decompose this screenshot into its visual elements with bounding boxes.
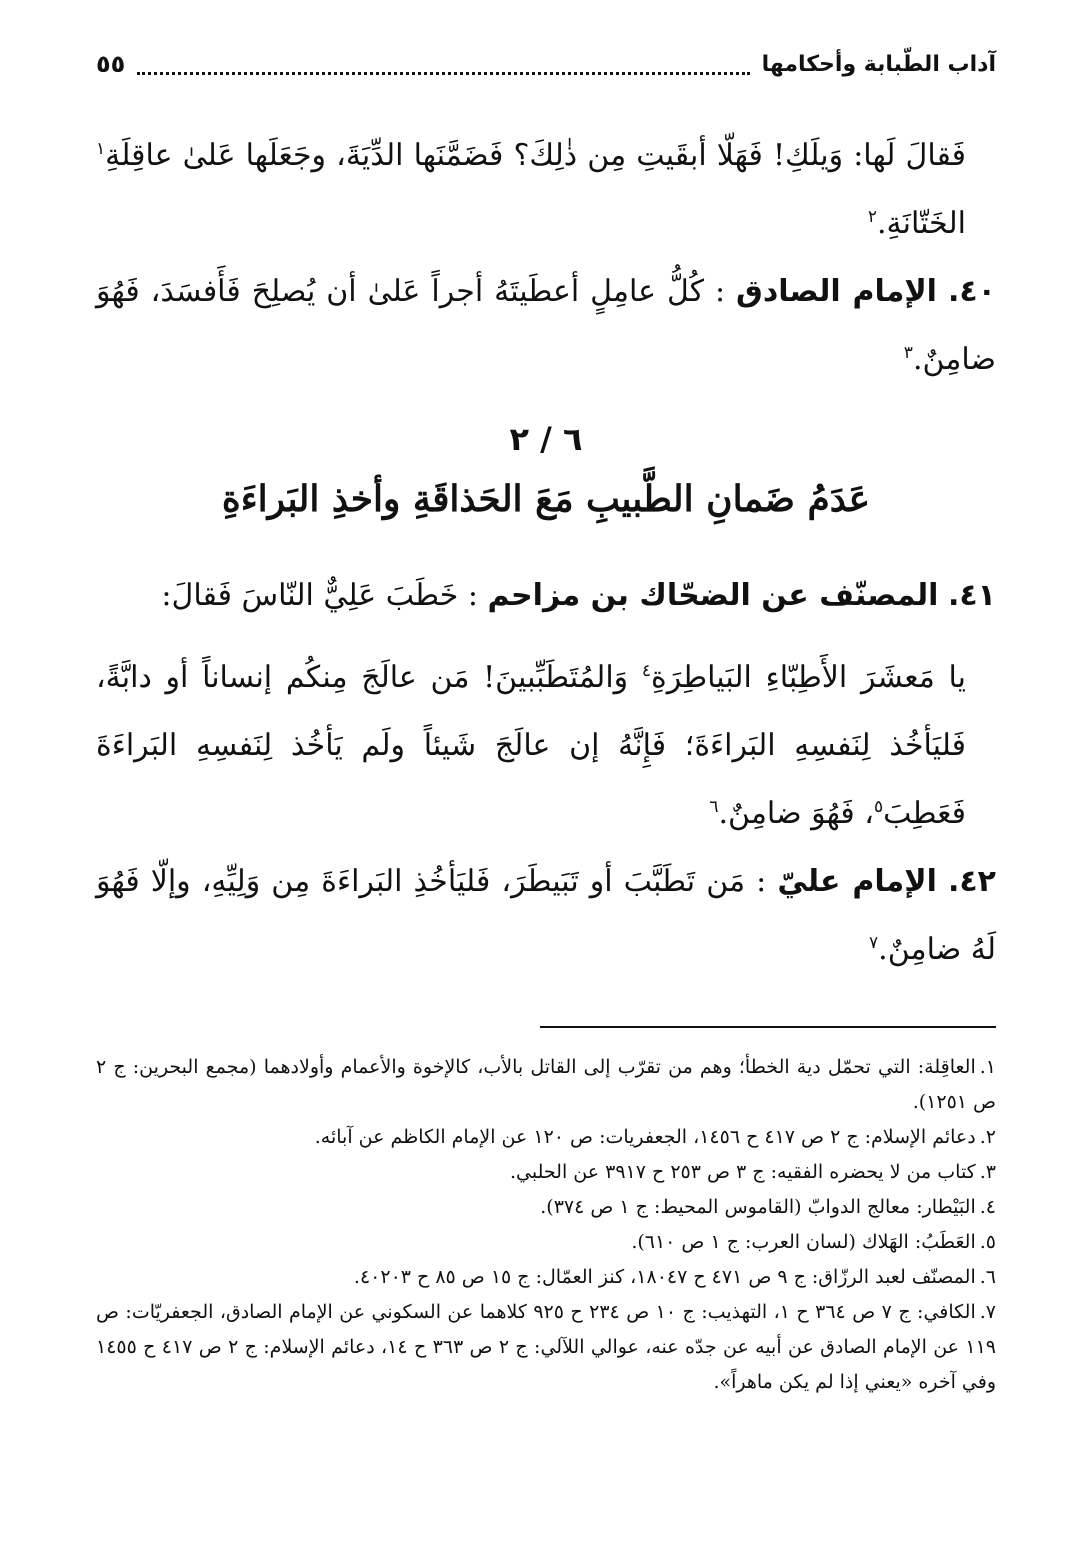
footnote-text: العاقِلة: التي تحمّل دية الخطأ؛ وهم من تقرّب إلى القاتل بالأب، كالإخوة والأعمام وأولادهما (مجمع البحرين: ج ٢ ص ١٢٥١). (96, 1056, 996, 1113)
footnote-text: البَيْطار: معالج الدوابّ (القاموس المحيط: ج ١ ص ٣٧٤). (540, 1196, 976, 1218)
hadith-42-text: : مَن تَطَبَّبَ أو تَبَيطَرَ، فَليَأخُذِ البَراءَةَ مِن وَلِيِّهِ، وإلّا فَهُوَ لَهُ ضامِنٌ. (96, 864, 996, 967)
hadith-40 (96, 258, 996, 394)
book-page (96, 40, 996, 1520)
footnote-ref-4[interactable]: ٤ (641, 661, 652, 681)
hadith-40-number: ٤٠. (947, 274, 996, 309)
footnote-ref-1[interactable]: ١ (96, 139, 106, 159)
footnote-marker: ٦. (979, 1266, 996, 1288)
footnote-separator (540, 1026, 996, 1028)
hadith-39-text-2: الخَتّانَةِ. (876, 206, 966, 241)
footnote-marker: ١. (979, 1056, 996, 1078)
footnote-text: الكافي: ج ٧ ص ٣٦٤ ح ١، التهذيب: ج ١٠ ص ٢٣٤ ح ٩٢٥ كلاهما عن السكوني عن الإمام الصادق، الجعفريّات: ص ١١٩ عن الإمام الصادق عن أبيه عن جدّه عنه، عوالي اللآلي: ج ٢ ص ٣٦٣ ح ١٤، دعائم الإسلام: ج ٢ ص ٤١٧ ح ١٤٥٥ وفي آخره «يعني إذا لم يكن ماهراً». (96, 1301, 996, 1393)
footnotes-list (96, 1050, 996, 1400)
footnote-text: دعائم الإسلام: ج ٢ ص ٤١٧ ح ١٤٥٦، الجعفريات: ص ١٢٠ عن الإمام الكاظم عن آبائه. (314, 1126, 976, 1148)
footnote-item (96, 1120, 996, 1155)
hadith-41-heading (96, 562, 996, 630)
section-number: ٦ / ٢ (509, 420, 583, 458)
footnote-ref-3[interactable]: ٣ (903, 343, 913, 363)
footnote-marker: ٢. (979, 1126, 996, 1148)
footnote-marker: ٣. (979, 1161, 996, 1183)
section-title: عَدَمُ ضَمانِ الطَّبيبِ مَعَ الحَذاقَةِ وأخذِ البَراءَةِ (221, 478, 871, 520)
footnote-marker: ٧. (979, 1301, 996, 1323)
footnote-ref-6[interactable]: ٦ (709, 797, 719, 817)
footnote-text: كتاب من لا يحضره الفقيه: ج ٣ ص ٢٥٣ ح ٣٩١٧ عن الحلبي. (510, 1161, 976, 1183)
hadith-41-number: ٤١. (947, 578, 996, 613)
hadith-40-source: الإمام الصادق (736, 274, 937, 309)
hadith-42 (96, 848, 996, 984)
hadith-41-body (96, 644, 996, 848)
hadith-41-intro: : خَطَبَ عَلِيٌّ النّاسَ فَقالَ: (161, 578, 478, 613)
footnote-ref-2[interactable]: ٢ (867, 207, 877, 227)
hadith-39-text: فَقالَ لَها: وَيلَكِ! فَهَلّا أبقَيتِ مِن ذٰلِكَ؟ فَضَمَّنَها الدِّيَةَ، وجَعَلَها عَلىٰ عاقِلَةِ (105, 138, 966, 173)
hadith-42-number: ٤٢. (947, 864, 996, 899)
hadith-39-continuation (96, 122, 996, 258)
footnote-item (96, 1260, 996, 1295)
header-dot-leader (137, 54, 749, 75)
hadith-41-source: المصنّف عن الضحّاك بن مزاحم (487, 578, 939, 613)
hadith-41-text-b: وَالمُتَطَبِّبينَ! مَن عالَجَ مِنكُم إنساناً أو دابَّةً، فَليَأخُذ لِنَفسِهِ البَراءَةَ؛ فَإِنَّهُ إن عالَجَ شَيئاً ولَم يَأخُذ لِنَفسِهِ البَراءَةَ فَعَطِبَ (96, 660, 966, 831)
hadith-42-source: الإمام عليّ (777, 864, 937, 899)
footnote-ref-7[interactable]: ٧ (869, 933, 879, 953)
hadith-41-text-a: يا مَعشَرَ الأَطِبّاءِ البَياطِرَةِ (651, 660, 967, 695)
footnote-item (96, 1225, 996, 1260)
page-number: ٥٥ (96, 50, 126, 78)
hadith-40-text: : كُلُّ عامِلٍ أعطَيتَهُ أجراً عَلىٰ أن يُصلِحَ فَأَفسَدَ، فَهُوَ ضامِنٌ. (96, 274, 996, 377)
footnote-item (96, 1050, 996, 1120)
footnote-text: المصنّف لعبد الرزّاق: ج ٩ ص ٤٧١ ح ١٨٠٤٧، كنز العمّال: ج ١٥ ص ٨٥ ح ٤٠٢٠٣. (353, 1266, 976, 1288)
footnote-text: العَطَبُ: الهَلاك (لسان العرب: ج ١ ص ٦١٠). (631, 1231, 976, 1253)
footnote-item (96, 1190, 996, 1225)
hadith-41-text-c: ، فَهُوَ ضامِنٌ. (718, 796, 874, 831)
footnote-marker: ٥. (979, 1231, 996, 1253)
footnote-marker: ٤. (979, 1196, 996, 1218)
footnote-item (96, 1295, 996, 1400)
footnote-item (96, 1155, 996, 1190)
footnote-ref-5[interactable]: ٥ (873, 797, 884, 817)
header-title: آداب الطّبابة وأحكامها (761, 51, 996, 77)
running-header (96, 46, 996, 82)
